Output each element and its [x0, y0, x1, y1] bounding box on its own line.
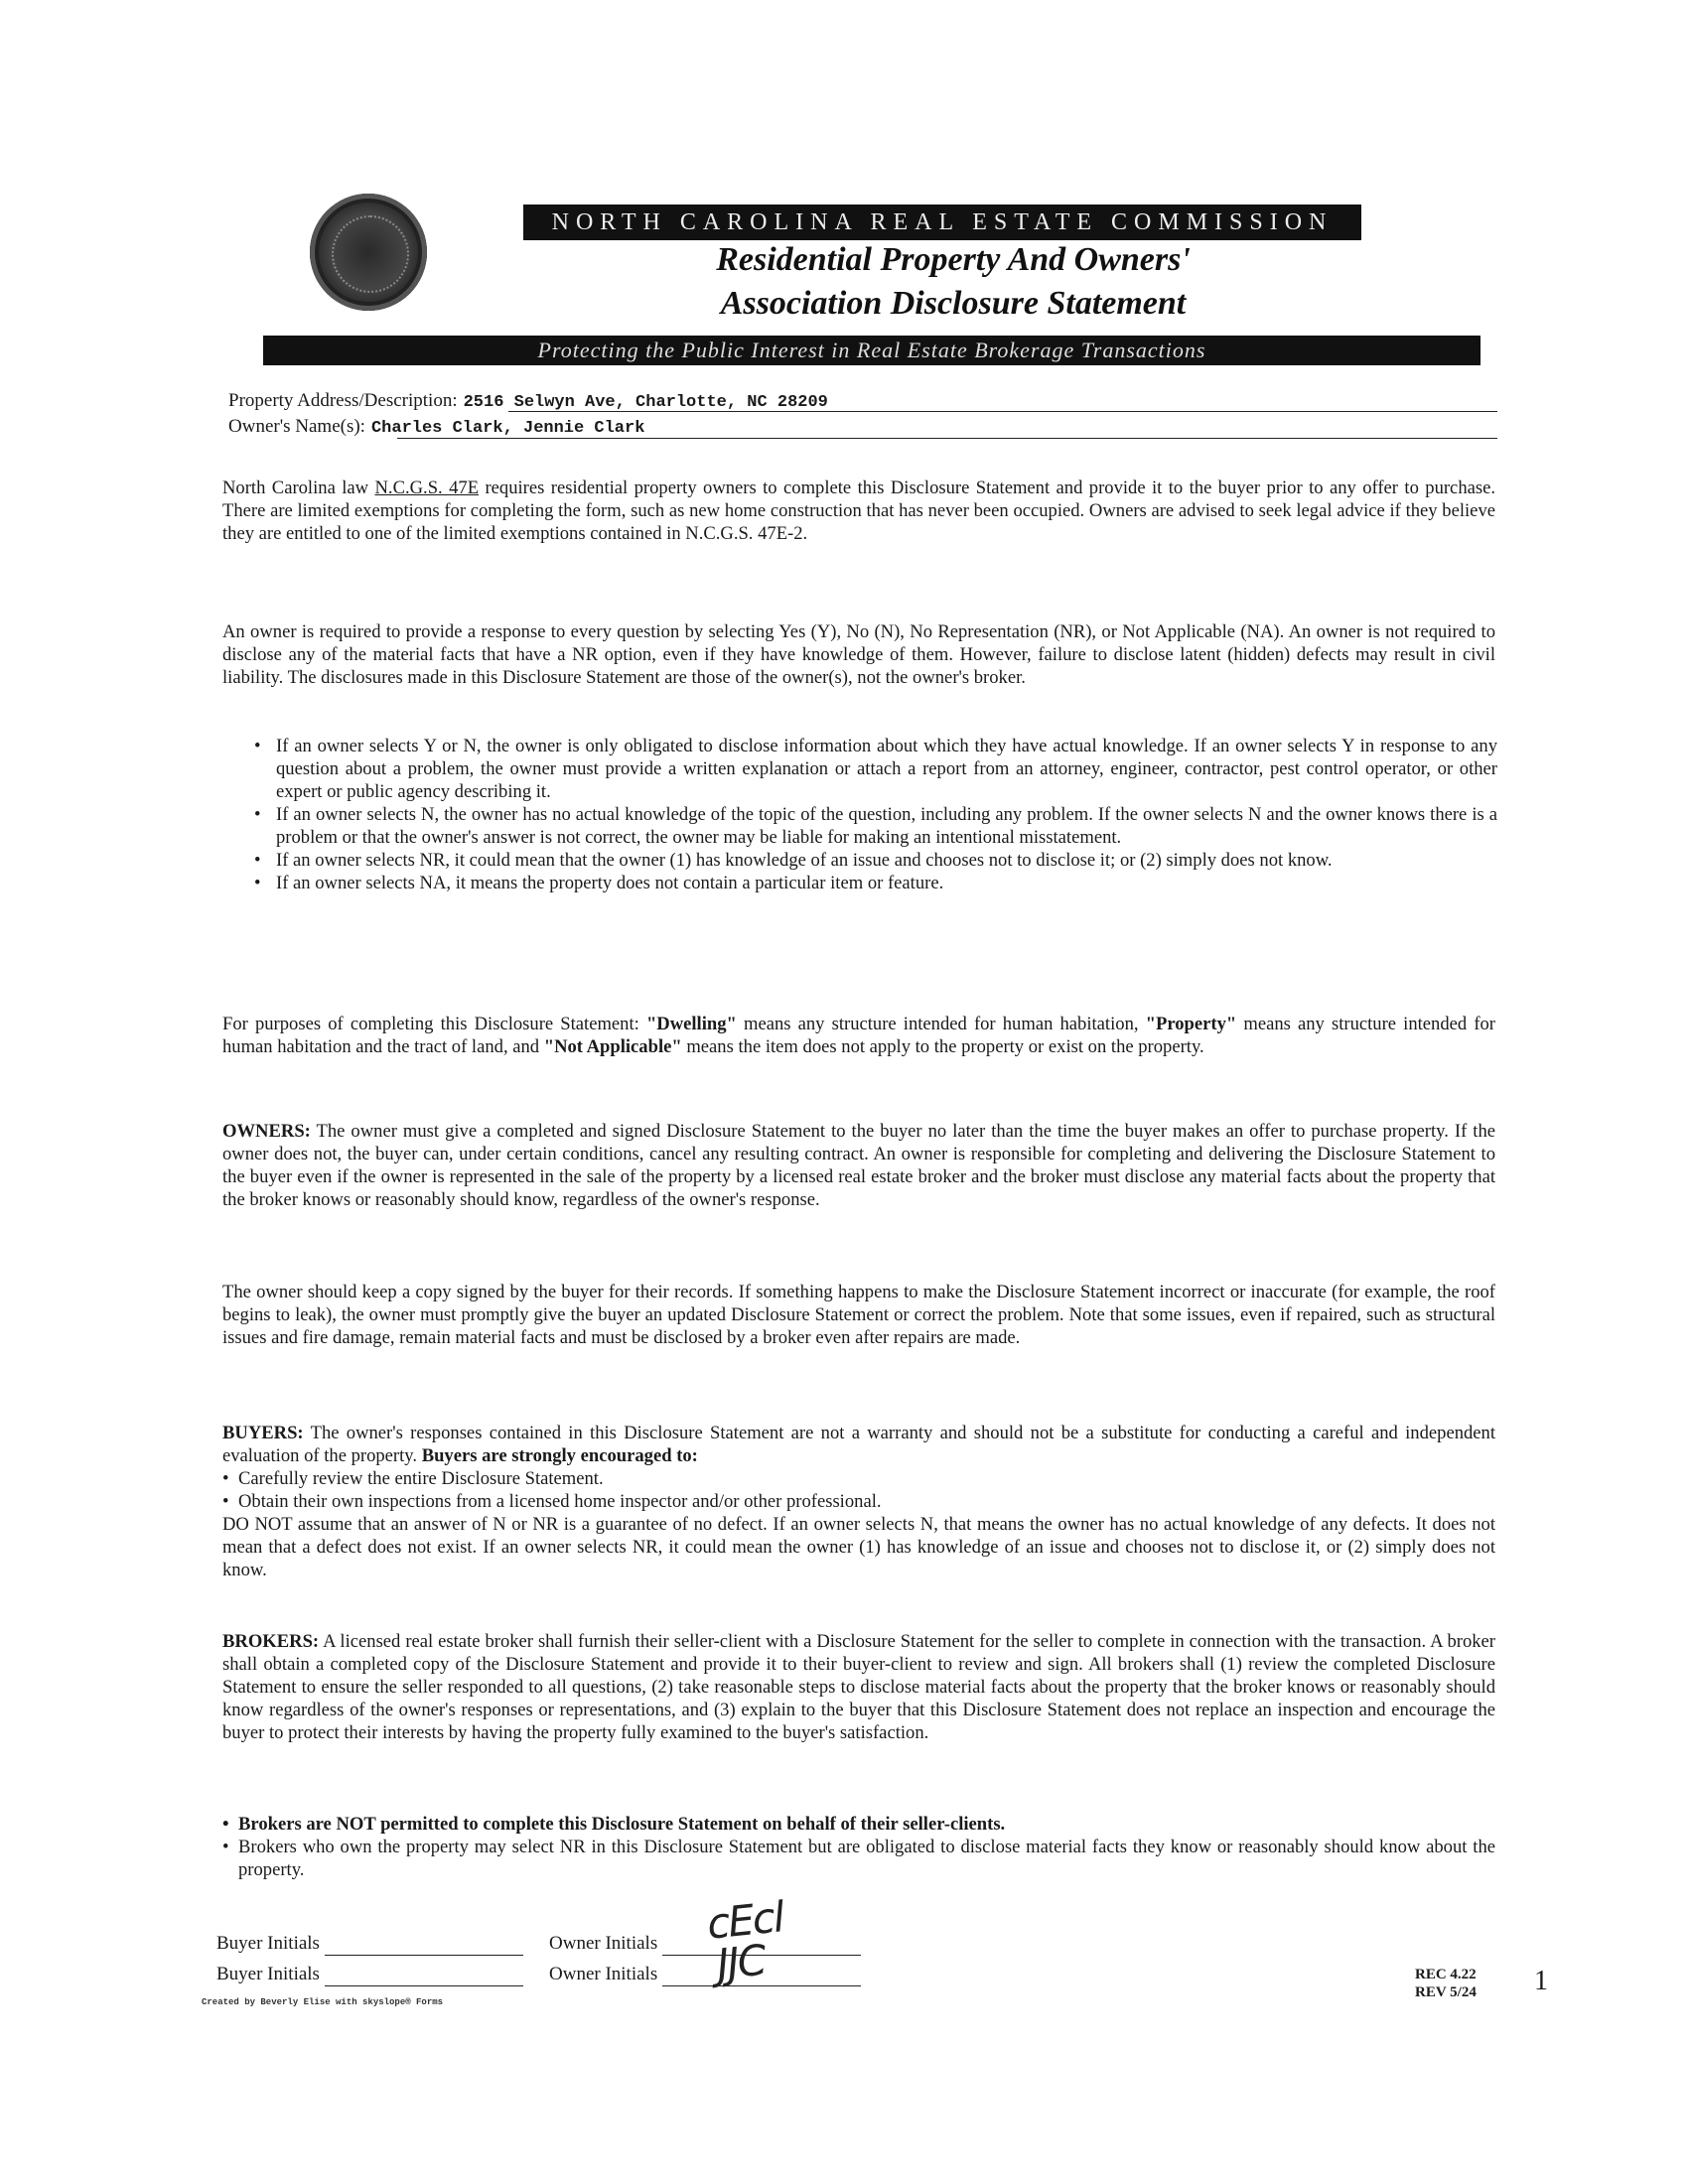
- list-item: • If an owner selects NA, it means the property does not contain a particular item or feature.: [254, 872, 1497, 894]
- buyer-initials-1: Buyer Initials: [216, 1931, 523, 1956]
- owner-signature-1: cEcl: [704, 1892, 785, 1949]
- buyer-recommendations-list: [222, 1467, 1495, 1513]
- owners-value[interactable]: Charles Clark, Jennie Clark: [370, 419, 645, 438]
- list-item: • If an owner selects NR, it could mean that the owner (1) has knowledge of an issue and chooses not to disclose it; or (2) simply does not know.: [254, 849, 1497, 872]
- commission-seal: [310, 194, 427, 311]
- title-line-2: Association Disclosure Statement: [720, 285, 1187, 322]
- brokers-heading: BROKERS:: [222, 1631, 320, 1652]
- page-number: 1: [1534, 1966, 1548, 1996]
- list-item: • Brokers are NOT permitted to complete this Disclosure Statement on behalf of their seller-clients.: [222, 1813, 1495, 1836]
- revision-info: REC 4.22 REV 5/24: [1415, 1967, 1477, 2000]
- tagline-banner: Protecting the Public Interest in Real Estate Brokerage Transactions: [263, 336, 1480, 365]
- form-title: [635, 238, 1271, 326]
- owners-label: Owner's Name(s):: [228, 416, 365, 437]
- statute-link: N.C.G.S. 47E: [374, 478, 480, 498]
- list-item: • If an owner selects N, the owner has no actual knowledge of the topic of the question, including any problem. If the owner selects N and the owner knows there is a problem or that the owner's answer is not correct, the owner may be liable for making an intentional misstatement.: [254, 803, 1497, 849]
- broker-rules-list: [222, 1813, 1495, 1881]
- intro-paragraph-1: North Carolina law N.C.G.S. 47E requires residential property owners to complete this Disclosure Statement and provide it to the buyer prior to any offer to purchase. There are limited exemptions for completing the form, such as new home construction that has never been occupied. Owners are advised to seek legal advice if they believe they are entitled to one of the limited exemptions contained in N.C.G.S. 47E-2.: [222, 478, 1496, 544]
- list-item: • Carefully review the entire Disclosure Statement.: [222, 1467, 1495, 1490]
- title-line-1: Residential Property And Owners': [716, 241, 1191, 278]
- owners-paragraph-2: The owner should keep a copy signed by the buyer for their records. If something happens to make the Disclosure Statement incorrect or inaccurate (for example, the roof begins to leak), the owner must promptly give the buyer an updated Disclosure Statement or correct the problem. Note that some issues, even if repaired, such as structural issues and fire damage, remain material facts and must be disclosed by a broker even after repairs are made.: [222, 1282, 1495, 1348]
- address-underline: [508, 411, 1497, 412]
- owner-initials-2: Owner Initials: [549, 1962, 861, 1986]
- commission-banner: NORTH CAROLINA REAL ESTATE COMMISSION: [523, 205, 1361, 240]
- form-credit: Created by Beverly Elise with skyslope® Forms: [202, 1997, 444, 2007]
- list-item: • Brokers who own the property may select NR in this Disclosure Statement but are obligated to disclose material facts they know or reasonably should know about the property.: [222, 1836, 1495, 1881]
- address-label: Property Address/Description:: [228, 390, 458, 411]
- buyers-heading: BUYERS:: [222, 1423, 304, 1443]
- definitions-paragraph: For purposes of completing this Disclosure Statement: "Dwelling" means any structure intended for human habitation, "Property" means any structure intended for human habitation and the tract of land, and "Not Applicable" means the item does not apply to the property or exist on the property.: [222, 1014, 1496, 1057]
- owner-signature-2: JJC: [714, 1935, 768, 1989]
- buyer-initials-2-field[interactable]: [325, 1962, 523, 1986]
- owners-underline: [397, 438, 1497, 439]
- buyers-section: BUYERS: The owner's responses contained in this Disclosure Statement are not a warranty and should not be a substitute for conducting a careful and independent evaluation of the property. Buyers are strongly encouraged to:: [222, 1423, 1495, 1466]
- owners-section: OWNERS: The owner must give a completed and signed Disclosure Statement to the buyer no later than the time the buyer makes an offer to purchase property. If the owner does not, the buyer can, under certain conditions, cancel any resulting contract. An owner is responsible for completing and delivering the Disclosure Statement to the buyer even if the owner is represented in the sale of the property by a licensed real estate broker and the broker must disclose any material facts about the property that the broker knows or reasonably should know, regardless of the owner's response.: [222, 1121, 1495, 1210]
- brokers-section: BROKERS: A licensed real estate broker shall furnish their seller-client with a Disclosure Statement for the seller to complete in connection with the transaction. A broker shall obtain a completed copy of the Disclosure Statement and provide it to their buyer-client to review and sign. All brokers shall (1) review the completed Disclosure Statement to ensure the seller responded to all questions, (2) take reasonable steps to disclose material facts about the property that the broker knows or reasonably should know regardless of the owner's responses or representations, and (3) explain to the buyer that this Disclosure Statement does not replace an inspection and encourage the buyer to protect their interests by having the property fully examined to the buyer's satisfaction.: [222, 1631, 1495, 1743]
- buyers-paragraph-2: DO NOT assume that an answer of N or NR is a guarantee of no defect. If an owner selects N, that means the owner has no actual knowledge of any defects. It does not mean that a defect does not exist. If an owner selects NR, it could mean the owner (1) has knowledge of an issue and chooses not to disclose it, or (2) simply does not know.: [222, 1514, 1495, 1580]
- address-value[interactable]: 2516 Selwyn Ave, Charlotte, NC 28209: [463, 393, 828, 412]
- response-rules-list: [254, 735, 1497, 894]
- owners-heading: OWNERS:: [222, 1121, 311, 1142]
- intro-paragraph-2: An owner is required to provide a response to every question by selecting Yes (Y), No (N), No Representation (NR), or Not Applicable (NA). An owner is not required to disclose any of the material facts that have a NR option, even if they have knowledge of them. However, failure to disclose latent (hidden) defects may result in civil liability. The disclosures made in this Disclosure Statement are those of the owner(s), not the owner's broker.: [222, 621, 1495, 688]
- buyer-initials-1-field[interactable]: [325, 1931, 523, 1956]
- list-item: • If an owner selects Y or N, the owner is only obligated to disclose information about which they have actual knowledge. If an owner selects Y in response to any question about a problem, the owner must provide a written explanation or attach a report from an attorney, engineer, contractor, pest control operator, or other expert or public agency describing it.: [254, 735, 1497, 803]
- buyer-initials-2: Buyer Initials: [216, 1962, 523, 1986]
- owner-initials-1: Owner Initials: [549, 1931, 861, 1956]
- list-item: • Obtain their own inspections from a licensed home inspector and/or other professional.: [222, 1490, 1495, 1513]
